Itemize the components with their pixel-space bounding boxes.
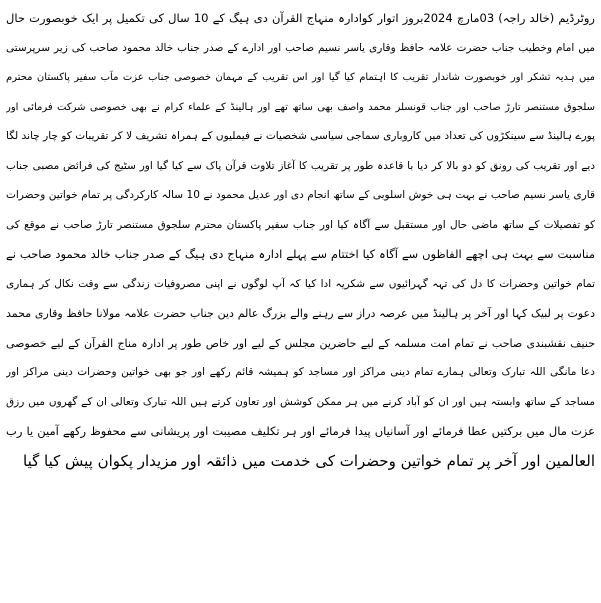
article-line: دعا مانگی اللہ تبارک وتعالی ہمارے تمام دینی مراکز اور مساجد کو ہمیشہ قائم رکھے اور جو بھی خواتین وحضرات دینی مراکز اور	[6, 366, 595, 378]
article-line: دیے اور تقریب کی رونق کو دو بالا کر دیا با قاعدہ طور پر تقریب کا آغاز تلاوت قرآن پاک سے کیا گیا اور سٹیج کی فرائض مصبی جناب	[6, 159, 595, 172]
article-line: حنیف نقشبندی صاحب نے تمام امت مسلمہ کے لیے حاضرین مجلس کے لیے اور خاص طور پر ادارہ مناج القرآن کے لیے خصوصی	[6, 336, 595, 350]
article-line: عزت مال میں برکتیں عطا فرمائے اور آسانیاں پیدا فرمائے اور ہر تکلیف مصیبت اور پریشانی سے محفوظ رکھے آمین یا رب	[6, 424, 595, 438]
article-line: میں ہدیہ تشکر اور خوبصورت شاندار تقریب کا اہتمام کیا گیا اور اس تقریب کے مہمان خصوصی جناب عزت مآب سفیر پاکستان محترم	[6, 72, 595, 83]
article-line: العالمین اور آخر پر تمام خواتین وحضرات کی خدمت میں ذائقہ اور مزیدار پکوان پیش کیا گیا	[23, 451, 595, 470]
article-line: سلجوق مستنصر تارڑ صاحب اور جناب قونسلر محمد واصف بھی ساتھ تھے اور ہالینڈ کے علماء کرام نے بھی خصوصی شرکت فرمائی اور	[6, 101, 595, 113]
article-line: میں امام وخطیب جناب حضرت علامہ حافظ وقاری یاسر نسیم صاحب اور ادارے کے صدر جناب خالد محمود صاحب کی زیر سرپرستی	[6, 41, 595, 54]
article-line: پورے ہالینڈ سے سینکڑوں کی تعداد میں کاروباری سماجی سیاسی شخصیات نے فیملیوں کے ہمراہ تشریف لا کر تقریبات کو چار چاند لگا	[6, 130, 595, 142]
article-line: مناسبت سے بہت ہی اچھے الفاظوں سے آگاہ کیا اختتام سے پہلے ادارہ منہاج دی ہیگ کے صدر جناب خالد محمود صاحب نے	[6, 247, 595, 261]
article-line: روٹرڈیم (خالد راجہ) 03مارچ 2024بروز اتوار کوادارہ منہاج القرآن دی ہیگ کے 10 سال کی تکمیل پر ایک خوبصورت حال	[6, 11, 595, 25]
article-line: مساجد کے ساتھ وابستہ ہیں اور ان کو آباد کرنے میں ہر ممکن کوشش اور تعاون کرتے ہیں اللہ تبارک وتعالی ان کے گھروں میں رزق	[6, 395, 595, 408]
article-line: دعوت پر لبیک کہا اور آخر پر ہالینڈ میں عرصہ دراز سے رہنے والے بزرگ عالم دین جناب حضرت علامہ مولانا حافظ وقاری محمد	[6, 307, 595, 320]
article-line: کو تفصیلات کے ساتھ ماضی حال اور مستقبل سے آگاہ کیا اور جناب سفیر پاکستان محترم سلجوق مستنصر تارڑ صاحب نے موقع کی	[6, 218, 595, 231]
article-line: قاری یاسر نسیم صاحب نے بہت ہی خوش اسلوبی کے ساتھ انجام دی اور عدیل محمود نے 10 سالہ کارکردگی پر تمام خواتین وحضرات	[6, 189, 595, 201]
article-line: تمام خواتین وحضرات کا دل کی تہہ گہرائیوں سے شکریہ ادا کیا کہ آپ لوگوں نے اپنی مصروفیات زندگی سے وقت نکال کر ہماری	[6, 277, 595, 290]
